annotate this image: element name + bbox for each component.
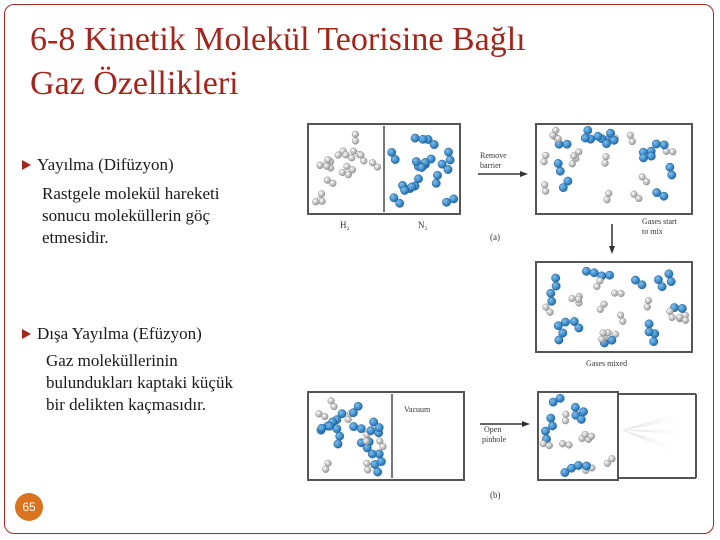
n2-molecule-icon	[653, 188, 669, 200]
n2-molecule-icon	[411, 134, 427, 144]
h2-molecule-icon	[569, 295, 582, 303]
bullet-text-line: bulundukları kaptaki küçük	[46, 373, 233, 392]
n2-molecule-icon	[334, 432, 344, 448]
n2-molecule-icon	[349, 402, 362, 417]
h2-molecule-icon	[316, 410, 329, 420]
h2-molecule-icon	[570, 149, 582, 160]
arrowhead-icon	[609, 246, 615, 254]
h2-molecule-icon	[611, 290, 624, 297]
n2-molecule-icon	[442, 195, 458, 207]
title-line-2: Gaz Özellikleri	[30, 65, 239, 102]
n2-molecule-icon	[554, 159, 565, 175]
h2-molecule-icon	[644, 297, 652, 310]
bullet-effusion	[22, 324, 233, 416]
h2-molecule-icon	[562, 411, 569, 424]
n2-molecule-icon	[390, 194, 404, 208]
n2-molecule-icon	[582, 267, 598, 277]
open-pinhole-line1: Open	[484, 425, 502, 434]
n2-molecule-icon	[574, 461, 590, 470]
arrowhead-icon	[520, 171, 528, 177]
container-mixing	[536, 124, 692, 214]
h2-molecule-icon	[328, 397, 338, 410]
n2-molecule-icon	[559, 177, 572, 192]
n2-molecule-icon	[652, 140, 668, 149]
n2-molecule-icon	[665, 270, 676, 286]
remove-barrier-line1: Remove	[480, 151, 507, 160]
h2-molecule-icon	[369, 159, 381, 170]
gas-diffusion-effusion-figure	[300, 116, 710, 506]
n2-molecule-icon	[570, 317, 583, 332]
n2-molecule-icon	[654, 276, 666, 291]
h2-molecule-icon	[376, 438, 386, 450]
bullet-heading: Dışa Yayılma (Efüzyon)	[37, 324, 202, 343]
bullet-heading: Yayılma (Difüzyon)	[37, 155, 174, 174]
h2-molecule-icon	[594, 277, 604, 290]
h2-molecule-icon	[324, 177, 336, 187]
h2-molecule-icon	[597, 301, 608, 313]
h2-molecule-icon	[604, 190, 613, 203]
h2-molecules	[312, 131, 381, 205]
label-b: (b)	[490, 490, 501, 500]
n2-molecules	[388, 134, 458, 208]
arrowhead-icon	[522, 421, 530, 427]
page-number-badge: 65	[15, 493, 43, 521]
gases-start-line2: to mix	[642, 227, 663, 236]
bullet-text-line: bir delikten kaçmasıdır.	[46, 395, 207, 414]
h2-molecule-icon	[363, 460, 371, 473]
mixed-molecules	[541, 126, 676, 203]
remove-barrier-line2: barrier	[480, 161, 502, 170]
vacuum-label: Vacuum	[404, 405, 431, 414]
title-line-1: 6-8 Kinetik Molekül Teorisine Bağlı	[30, 21, 526, 58]
n2-molecule-icon	[552, 274, 561, 290]
h2-molecule-icon	[322, 460, 331, 473]
n2-molecule-icon	[554, 318, 570, 330]
gas-molecules	[316, 397, 387, 476]
n2-molecule-icon	[631, 276, 646, 289]
label-h2: H₂	[340, 220, 350, 230]
mixed-molecules	[543, 267, 689, 347]
gas-molecules	[540, 394, 616, 477]
n2-molecule-icon	[432, 171, 442, 187]
open-pinhole-line2: pinhole	[482, 435, 506, 444]
container-mixed	[536, 262, 692, 352]
bullet-text-line: Gaz moleküllerinin	[46, 351, 178, 370]
escaping-gas-icon	[622, 412, 684, 430]
n2-molecule-icon	[561, 464, 576, 477]
gases-start-line1: Gases start	[642, 217, 677, 226]
h2-molecule-icon	[631, 191, 643, 202]
label-n2: N₂	[418, 220, 428, 230]
bullet-diffusion	[22, 155, 220, 249]
h2-molecule-icon	[627, 132, 636, 145]
h2-molecule-icon	[602, 153, 610, 166]
n2-molecule-icon	[645, 320, 653, 336]
h2-molecule-icon	[639, 174, 650, 186]
bullet-arrow-icon	[22, 160, 31, 170]
container-separated	[308, 124, 460, 214]
container-effusion	[538, 392, 696, 480]
label-a: (a)	[490, 232, 500, 242]
n2-molecule-icon	[549, 394, 564, 406]
h2-molecule-icon	[358, 152, 368, 165]
bullet-arrow-icon	[22, 329, 31, 339]
bullet-text-line: etmesidir.	[42, 228, 109, 247]
n2-molecule-icon	[555, 329, 567, 344]
h2-molecule-icon	[550, 132, 562, 142]
h2-molecule-icon	[541, 152, 550, 165]
n2-molecule-icon	[363, 444, 377, 459]
h2-molecule-icon	[559, 440, 572, 448]
gases-mixed-label: Gases mixed	[586, 359, 628, 368]
n2-molecule-icon	[388, 148, 400, 164]
h2-molecule-icon	[541, 181, 549, 194]
n2-molecule-icon	[349, 422, 365, 433]
h2-molecule-icon	[352, 131, 359, 144]
n2-molecule-icon	[666, 163, 676, 179]
bullet-text-line: sonucu moleküllerin göç	[42, 206, 211, 225]
h2-molecule-icon	[604, 455, 615, 466]
slide-title	[30, 18, 526, 106]
h2-molecule-icon	[617, 312, 626, 325]
n2-molecule-icon	[547, 289, 556, 305]
bullet-text-line: Rastgele molekül hareketi	[42, 184, 220, 203]
container-effusion-start	[308, 392, 464, 480]
